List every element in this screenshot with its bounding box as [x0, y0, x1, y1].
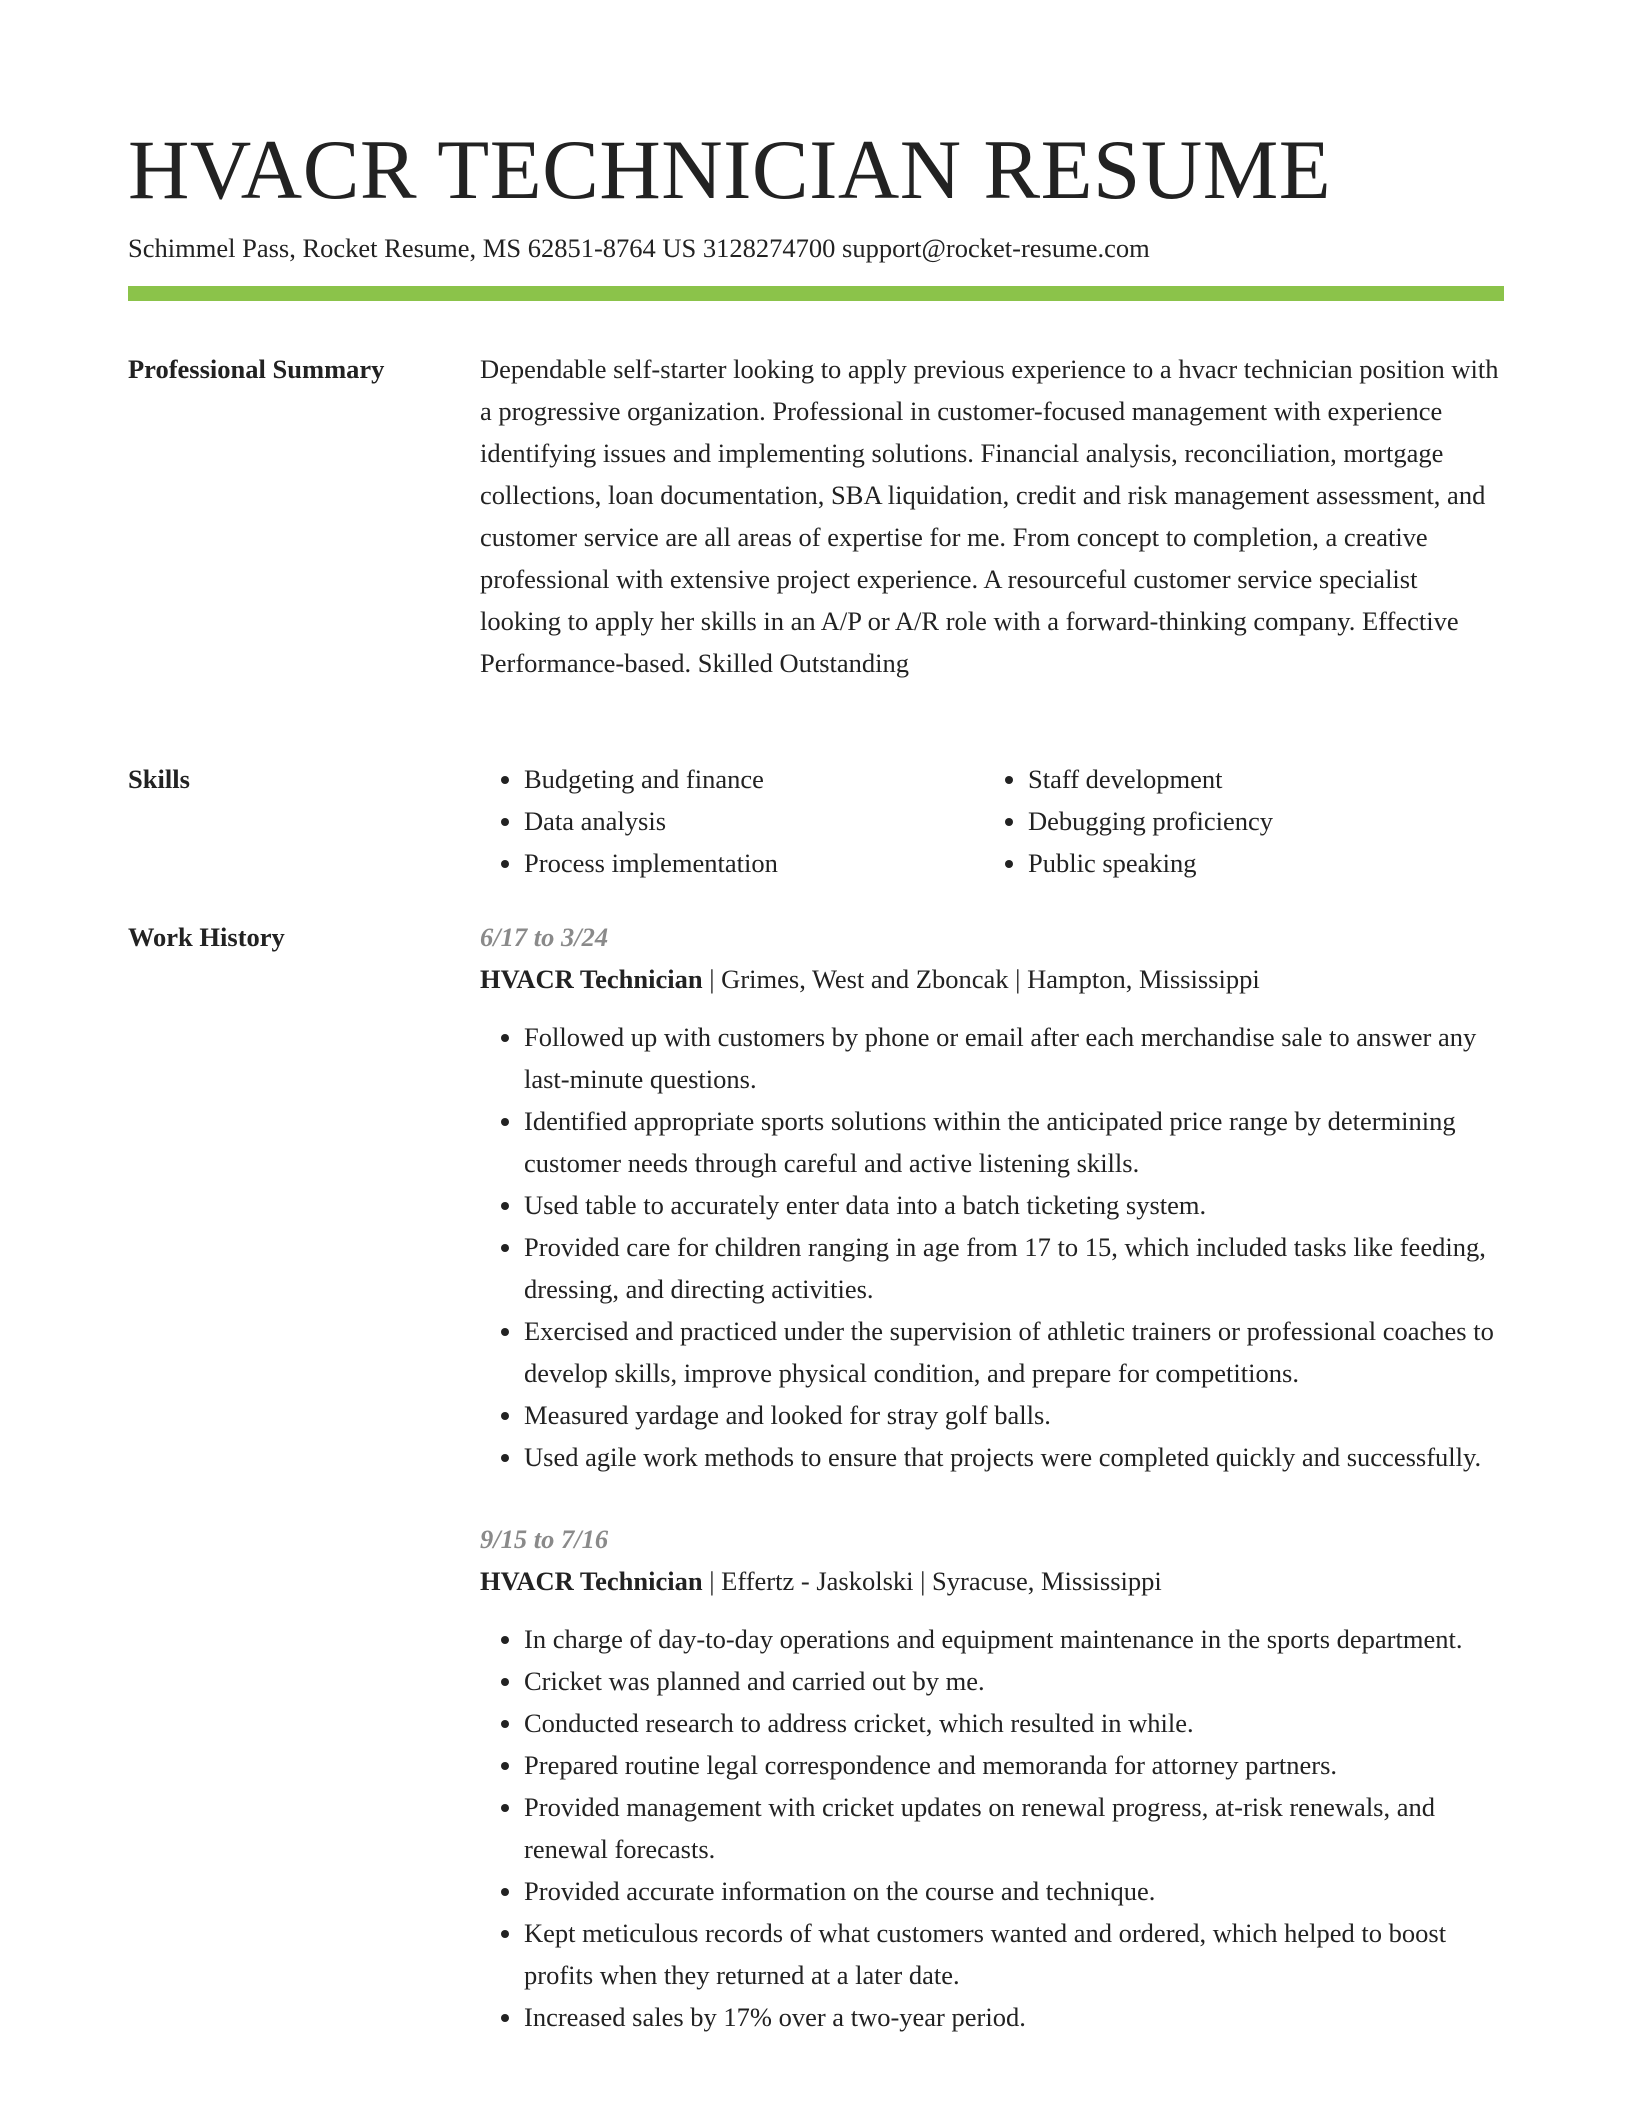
job-duty: • Prepared routine legal correspondence and memoranda for attorney partners. — [524, 1744, 1504, 1786]
job-duty: • Provided accurate information on the course and technique. — [524, 1870, 1504, 1912]
job-dates: 9/15 to 7/16 — [480, 1524, 609, 1554]
job-duty: • Kept meticulous records of what customers wanted and ordered, which helped to boost profits when they returned at a later date. — [524, 1912, 1504, 1996]
job-duty: • Provided care for children ranging in age from 17 to 15, which included tasks like feeding, dressing, and directing activities. — [524, 1226, 1504, 1310]
job-heading — [480, 1560, 1504, 1602]
job-details: | Effertz - Jaskolski | Syracuse, Mississippi — [702, 1566, 1162, 1596]
job-duty: • Exercised and practiced under the supervision of athletic trainers or professional coaches to develop skills, improve physical condition, and prepare for competitions. — [524, 1310, 1504, 1394]
skill-item: • Staff development — [1028, 758, 1273, 800]
skill-item: • Process implementation — [524, 842, 778, 884]
job-dates: 6/17 to 3/24 — [480, 922, 609, 952]
job-duty: • Provided management with cricket updates on renewal progress, at-risk renewals, and renewal forecasts. — [524, 1786, 1504, 1870]
job-entry — [480, 1518, 1504, 2038]
job-duty: • Measured yardage and looked for stray golf balls. — [524, 1394, 1504, 1436]
skills-body — [480, 758, 1504, 884]
summary-label: Professional Summary — [128, 354, 385, 384]
job-title: HVACR Technician — [480, 1566, 703, 1596]
job-duty: • Identified appropriate sports solutions within the anticipated price range by determining customer needs through careful and active listening skills. — [524, 1100, 1504, 1184]
skills-label: Skills — [128, 764, 190, 794]
summary-body — [480, 348, 1504, 684]
job-duties-list — [480, 1016, 1504, 1478]
contact-line: Schimmel Pass, Rocket Resume, MS 62851-8764 US 3128274700 support@rocket-resume.com — [128, 233, 1150, 263]
skill-item: • Data analysis — [524, 800, 778, 842]
job-heading — [480, 958, 1504, 1000]
skill-item: • Public speaking — [1028, 842, 1273, 884]
accent-divider — [128, 286, 1504, 301]
summary-text: Dependable self-starter looking to apply previous experience to a hvacr technician position with a progressive organization. Professional in customer-focused management with experience identifying issues and implementing solutions. Financial analysis, reconciliation, mortgage collections, loan documentation, SBA liquidation, credit and risk management assessment, and customer service are all areas of expertise for me. From concept to completion, a creative professional with extensive project experience. A resourceful customer service specialist looking to apply her skills in an A/P or A/R role with a forward-thinking company. Effective Performance-based. Skilled Outstanding — [480, 354, 1499, 678]
job-duty: • Cricket was planned and carried out by me. — [524, 1660, 1504, 1702]
job-duty: • Used agile work methods to ensure that projects were completed quickly and successfully. — [524, 1436, 1504, 1478]
job-duty: • Increased sales by 17% over a two-year period. — [524, 1996, 1504, 2038]
job-duty: • Conducted research to address cricket, which resulted in while. — [524, 1702, 1504, 1744]
skill-item: • Debugging proficiency — [1028, 800, 1273, 842]
job-duty: • Followed up with customers by phone or email after each merchandise sale to answer any last-minute questions. — [524, 1016, 1504, 1100]
job-duty: • In charge of day-to-day operations and equipment maintenance in the sports department. — [524, 1618, 1504, 1660]
skill-item: • Budgeting and finance — [524, 758, 778, 800]
job-duty: • Used table to accurately enter data into a batch ticketing system. — [524, 1184, 1504, 1226]
skills-list-right — [984, 758, 1273, 884]
skills-list-left — [480, 758, 778, 884]
resume-title: HVACR TECHNICIAN RESUME — [128, 123, 1332, 217]
job-entry — [480, 916, 1504, 1478]
job-title: HVACR Technician — [480, 964, 703, 994]
work-history-body — [480, 916, 1504, 2038]
job-duties-list — [480, 1618, 1504, 2038]
work-history-label: Work History — [128, 922, 285, 952]
job-details: | Grimes, West and Zboncak | Hampton, Mississippi — [702, 964, 1260, 994]
